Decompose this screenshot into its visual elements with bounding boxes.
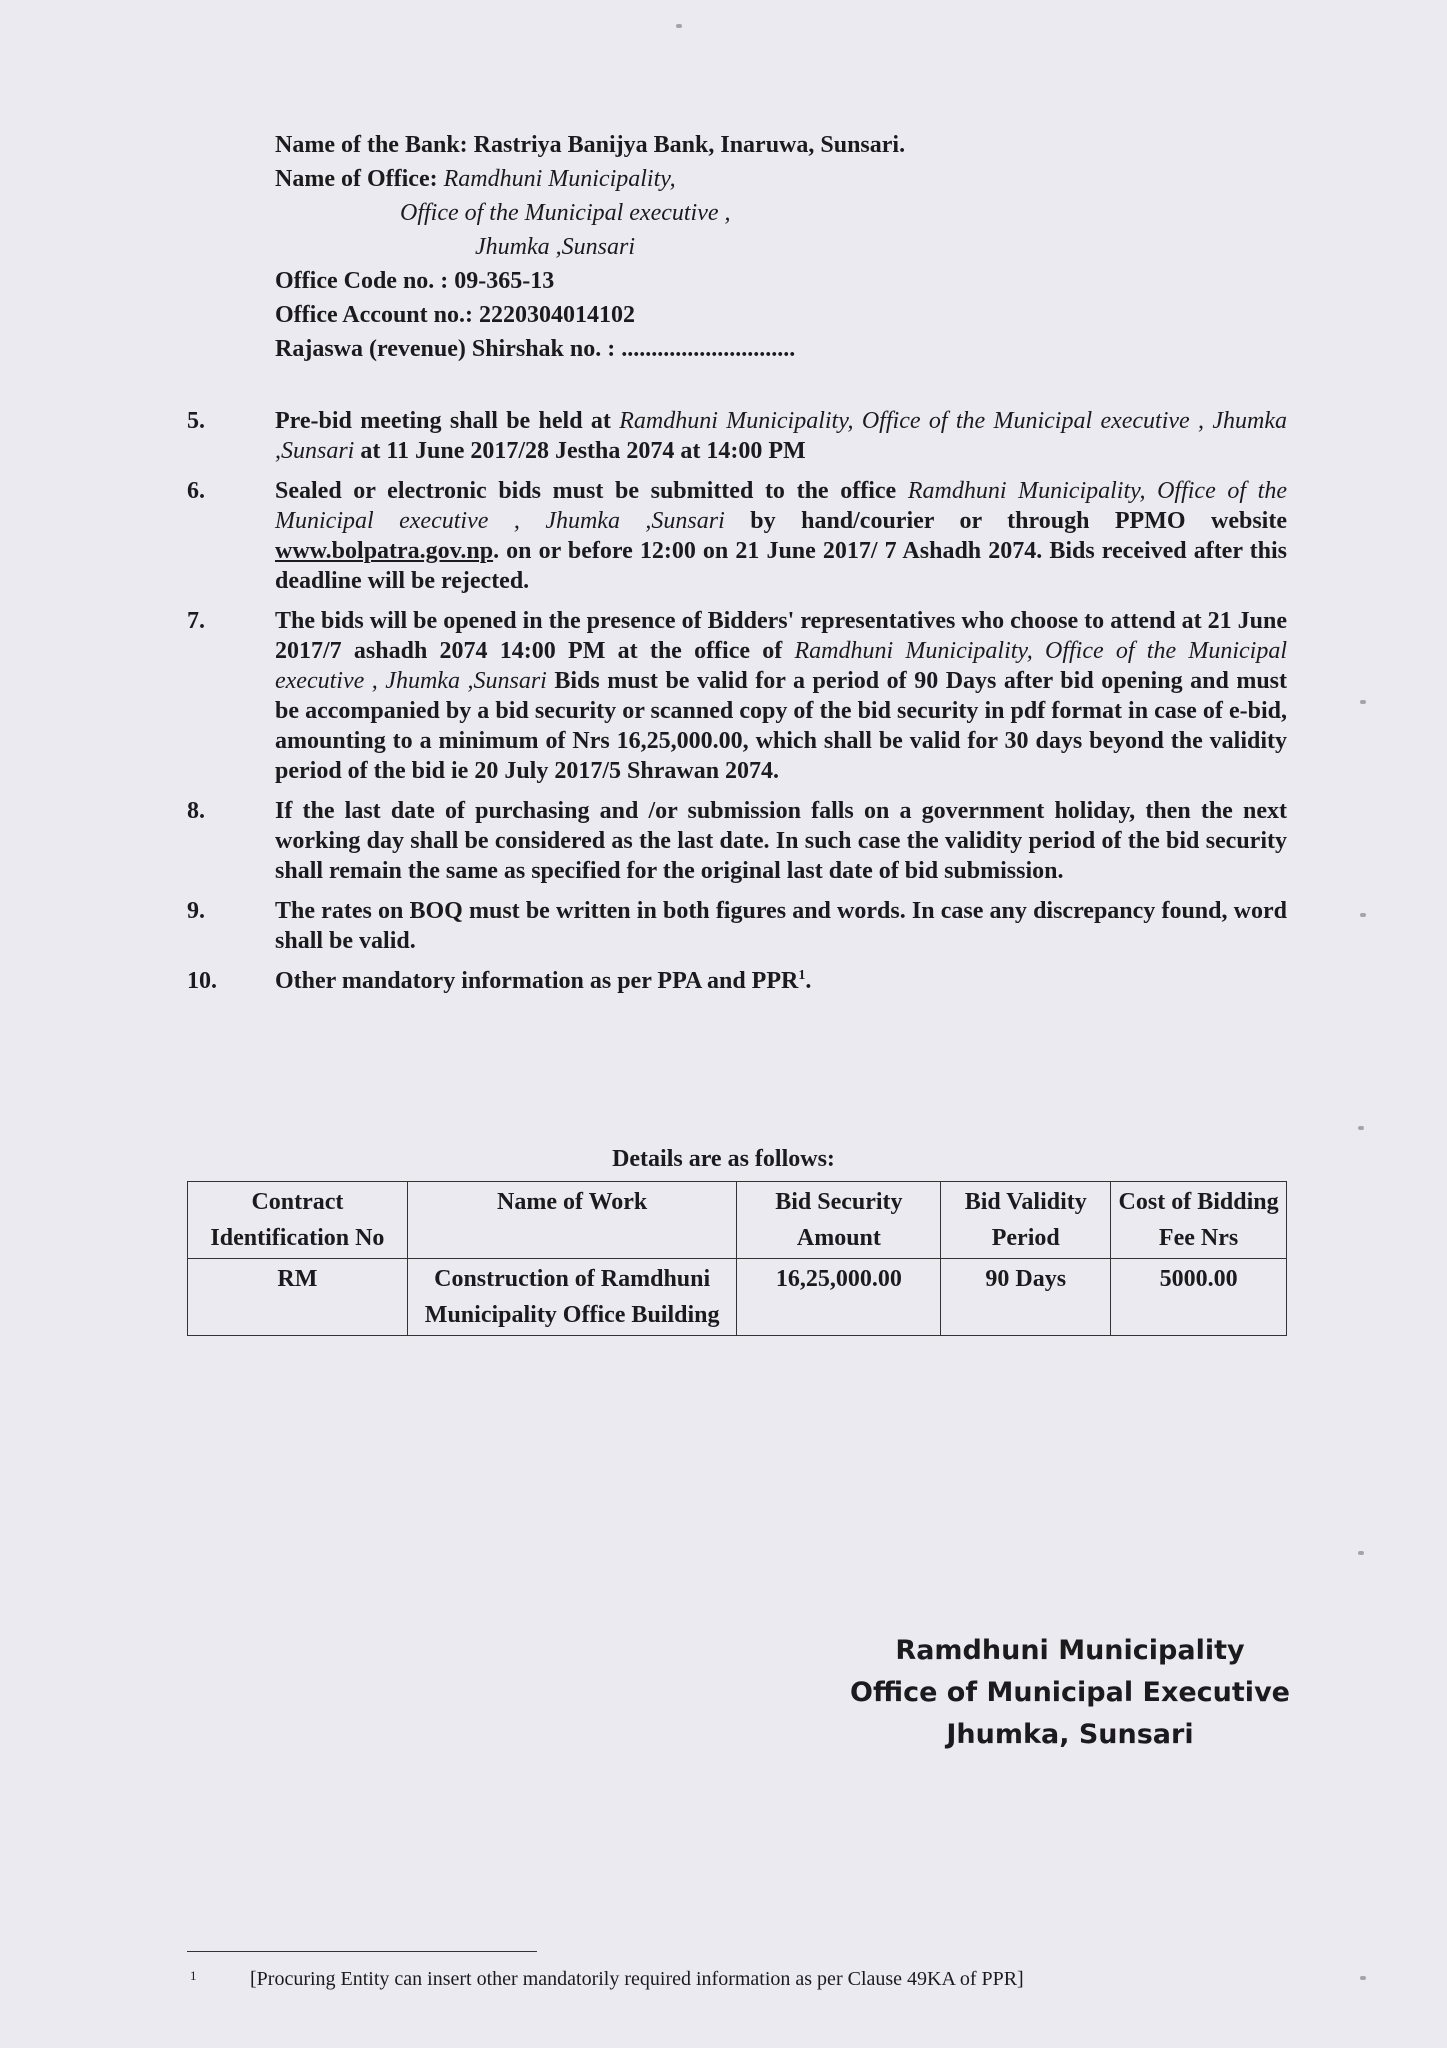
item-text [275,406,1287,466]
item-text: If the last date of purchasing and /or submission falls on a government holiday, then the next working day shall be considered as the last date. In such case the validity period of the bid security shall remain the same as specified for the original last date of bid submission. [275,798,1287,884]
item-text-part: . [805,968,812,994]
details-table [187,1181,1287,1336]
list-item [187,406,1287,466]
signature-line-3: Jhumka, Sunsari [946,1719,1194,1750]
col-header-bid-validity: Bid Validity Period [941,1182,1111,1259]
scan-speck [1358,1126,1364,1130]
office-name-line [275,162,905,196]
scan-speck [1358,1551,1364,1555]
office-account-no: Office Account no.: 2220304014102 [275,302,635,328]
item-text [275,606,1287,786]
footnote [190,1968,1024,1991]
office-code: Office Code no. : 09-365-13 [275,268,555,294]
notice-items [187,406,1287,1006]
scan-speck [1360,700,1366,704]
item-text-part: Pre-bid meeting shall be held at [275,408,620,434]
list-item [187,606,1287,786]
table-header-row [188,1182,1287,1259]
footnote-divider [187,1951,537,1952]
scan-speck [1360,913,1366,917]
scan-speck [1360,1976,1366,1980]
item-number: 9. [187,898,205,924]
col-header-bid-security: Bid Security Amount [737,1182,941,1259]
list-item [187,966,1287,996]
cell-bidding-fee: 5000.00 [1111,1259,1287,1336]
item-number: 5. [187,408,205,434]
list-item [187,796,1287,886]
item-text-italic: Ramdhuni Municipality, Office of the Municipal executive , Jhumka ,Sunsari [275,408,1287,464]
item-text-part: Sealed or electronic bids must be submitted to the office [275,478,908,504]
item-number: 8. [187,798,205,824]
item-number: 7. [187,608,205,634]
cell-bid-validity: 90 Days [941,1259,1111,1336]
item-text: The rates on BOQ must be written in both figures and words. In case any discrepancy found, word shall be valid. [275,898,1287,954]
list-item [187,476,1287,596]
bank-name: Name of the Bank: Rastriya Banijya Bank, Inaruwa, Sunsari. [275,132,906,158]
office-label: Name of Office: [275,166,444,192]
scan-speck [676,24,682,28]
cell-contract-id: RM [188,1259,408,1336]
office-name-1: Ramdhuni Municipality, [443,166,676,192]
item-text-part: by hand/courier or through PPMO website [724,508,1287,534]
signature-line-1: Ramdhuni Municipality [895,1635,1245,1666]
item-text-italic: Ramdhuni Municipality, Office of the Municipal executive , Jhumka ,Sunsari [275,638,1287,694]
bolpatra-link[interactable]: www.bolpatra.gov.np [275,538,494,564]
item-text [275,966,1287,996]
item-number: 6. [187,478,205,504]
cell-bid-security: 16,25,000.00 [737,1259,941,1336]
footnote-text: [Procuring Entity can insert other mandatorily required information as per Clause 49KA of PPR] [250,1968,1024,1990]
item-text [275,476,1287,596]
col-header-bidding-fee: Cost of Bidding Fee Nrs [1111,1182,1287,1259]
signature-block [850,1630,1290,1756]
office-name-3: Jhumka ,Sunsari [475,234,635,260]
col-header-contract-id: Contract Identification No [188,1182,408,1259]
footnote-marker: 1 [798,968,806,983]
rajaswa-shirshak: Rajaswa (revenue) Shirshak no. : ............................. [275,336,796,362]
item-text-part: at 11 June 2017/28 Jestha 2074 at 14:00 PM [354,438,806,464]
item-text-part: The bids will be opened in the presence of Bidders' representatives who choose to attend at 21 June 2017/7 ashadh 2074 14:00 PM at the office of [275,608,1287,664]
item-number: 10. [187,968,217,994]
col-header-name-of-work: Name of Work [407,1182,737,1259]
list-item [187,896,1287,956]
item-text-part: . on or before 12:00 on 21 June 2017/ 7 Ashadh 2074. Bids received after this deadline will be rejected. [275,538,1287,594]
item-text-italic: Ramdhuni Municipality, Office of the Municipal executive , Jhumka ,Sunsari [275,478,1288,534]
bank-details [275,128,905,366]
office-name-2: Office of the Municipal executive , [400,200,731,226]
table-row [188,1259,1287,1336]
footnote-number: 1 [190,1968,197,1983]
item-text-part: Other mandatory information as per PPA and PPR [275,968,799,994]
cell-name-of-work: Construction of Ramdhuni Municipality Office Building [407,1259,737,1336]
details-caption: Details are as follows: [612,1146,835,1172]
signature-line-2: Office of Municipal Executive [850,1677,1290,1708]
item-text-part: Bids must be valid for a period of 90 Days after bid opening and must be accompanied by a bid security or scanned copy of the bid security in pdf format in case of e-bid, amounting to a minimum of Nrs 16,25,000.00, which shall be valid for 30 days beyond the validity period of the bid ie 20 July 2017/5 Shrawan 2074. [275,668,1287,784]
